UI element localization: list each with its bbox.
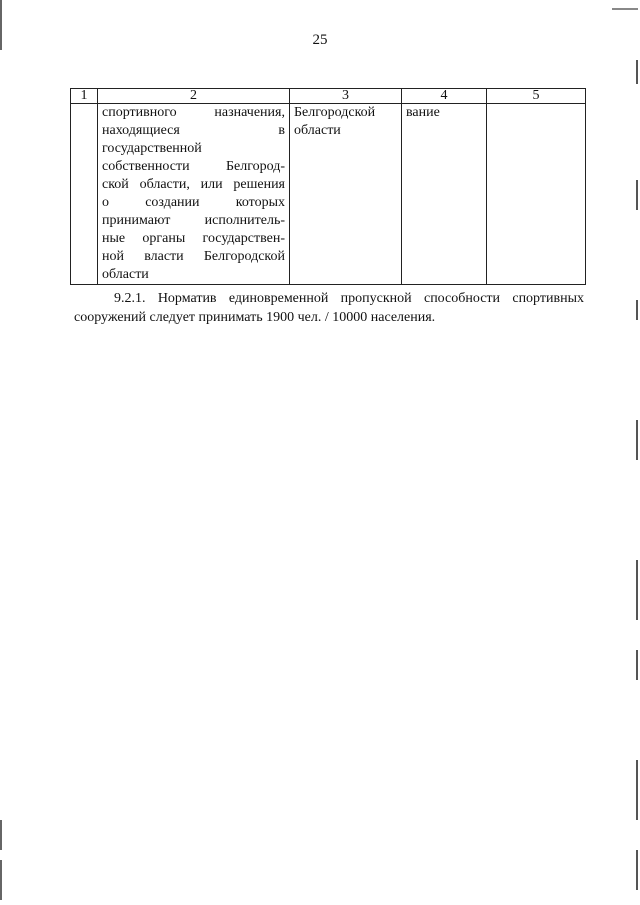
cell-col4 xyxy=(402,104,487,285)
cell-col1 xyxy=(71,104,98,285)
table-row xyxy=(71,104,586,285)
column-header-1: 1 xyxy=(71,89,98,104)
cell-col2-line: находящиеся в xyxy=(102,123,285,138)
cell-col2-line: ные органы государствен- xyxy=(102,231,285,246)
document-table xyxy=(70,88,586,285)
cell-col2-line: области xyxy=(102,267,149,282)
scan-edge-marks-right xyxy=(632,0,638,905)
cell-col2-line: принимают исполнитель- xyxy=(102,213,285,228)
column-header-5: 5 xyxy=(487,89,586,104)
cell-col4-line: вание xyxy=(406,105,440,120)
page-number: 25 xyxy=(312,32,328,48)
scan-edge-marks-left xyxy=(0,0,4,905)
cell-col2-line: ной власти Белгородской xyxy=(102,249,285,264)
paragraph-line: 9.2.1. Норматив единовременной пропускной способности спортивных xyxy=(114,291,584,306)
cell-col2-line: о создании которых xyxy=(102,195,285,210)
cell-col2-line: собственности Белгород- xyxy=(102,159,285,174)
cell-col2-line: ской области, или решения xyxy=(102,177,285,192)
paragraph-line: сооружений следует принимать 1900 чел. / 10000 населения. xyxy=(74,310,436,325)
cell-col3-line: области xyxy=(294,123,341,138)
body-paragraph xyxy=(74,289,584,327)
column-header-4: 4 xyxy=(402,89,487,104)
table-header-row xyxy=(71,89,586,104)
cell-col3-line: Белгородской xyxy=(294,105,376,120)
cell-col2-line: спортивного назначения, xyxy=(102,105,285,120)
column-header-3: 3 xyxy=(290,89,402,104)
cell-col3 xyxy=(290,104,402,285)
cell-col2 xyxy=(98,104,290,285)
column-header-2: 2 xyxy=(98,89,290,104)
cell-col5 xyxy=(487,104,586,285)
cell-col2-line: государственной xyxy=(102,141,202,156)
